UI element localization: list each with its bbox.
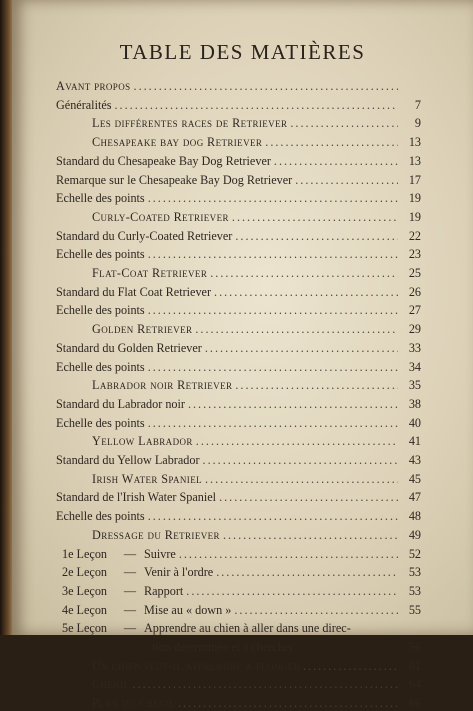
leader-dots	[234, 603, 398, 618]
toc-page-number: 29	[408, 322, 421, 337]
toc-entry	[56, 696, 421, 711]
toc-entry	[56, 247, 421, 262]
toc-page-number: 43	[408, 453, 421, 467]
toc-lesson-entry	[56, 547, 421, 562]
toc-entry	[56, 322, 421, 337]
leader-dots	[196, 434, 398, 449]
toc-entry	[56, 397, 421, 412]
toc-entry	[56, 677, 421, 692]
leader-dots	[134, 79, 398, 94]
leader-dots	[205, 472, 398, 487]
toc-entry	[56, 453, 421, 468]
lesson-title: Mise au « down »	[144, 602, 232, 617]
toc-entry-text: Echelle des points	[56, 247, 145, 262]
leader-dots	[148, 360, 398, 375]
lesson-dash: —	[123, 546, 137, 561]
toc-page-number: 55	[408, 602, 421, 617]
toc-entry	[56, 266, 421, 281]
toc-entry	[56, 79, 421, 94]
toc-entry	[56, 659, 421, 674]
lesson-number: 2e Leçon	[62, 565, 108, 580]
toc-entry-text: Dressage du Retriever	[92, 527, 220, 542]
toc-entry-text: Golden Retriever	[92, 322, 193, 337]
toc-lesson-entry	[56, 584, 421, 599]
toc-page-number: 26	[408, 284, 421, 299]
leader-dots	[214, 285, 398, 300]
leader-dots	[178, 696, 398, 711]
toc-page-number: 27	[408, 303, 421, 318]
toc-page-number: 35	[408, 378, 421, 393]
leader-dots	[219, 490, 398, 505]
toc-page-number: 7	[414, 97, 421, 112]
toc-entry-text: Plan du chenil	[92, 696, 175, 711]
lesson-title: Rapport	[144, 583, 184, 598]
leader-dots	[265, 135, 398, 150]
toc-page-number: 53	[408, 583, 421, 598]
lesson-number: 5e Leçon	[62, 621, 108, 636]
toc-entry	[56, 472, 421, 487]
toc-entry	[56, 490, 421, 505]
toc-entry-text: Echelle des points	[56, 359, 145, 374]
toc-page-number: 38	[408, 396, 421, 411]
toc-entry	[56, 154, 421, 169]
toc-entry-text: Avant propos	[56, 79, 131, 93]
lesson-dash: —	[123, 565, 137, 580]
leader-dots	[303, 659, 398, 674]
toc-entry	[56, 341, 421, 356]
toc-page-number: 19	[408, 191, 421, 206]
toc-entry-text: Un chien peut-il apprendre à plonger	[92, 658, 300, 673]
leader-dots	[148, 247, 398, 262]
toc-entry-text: Remarque sur le Chesapeake Bay Dog Retriever	[56, 172, 293, 187]
toc-page-number: 52	[408, 546, 421, 561]
leader-dots	[216, 565, 398, 580]
toc-entry-text: Généralités	[56, 97, 112, 112]
toc-page-number: 66	[408, 696, 421, 711]
lesson-title: Venir à l'ordre	[144, 565, 214, 580]
toc-entry	[56, 303, 421, 318]
toc-page-number: 45	[408, 471, 421, 486]
toc-list	[12, 0, 473, 711]
lesson-title: Apprendre au chien à aller dans une direc-	[144, 621, 351, 636]
toc-page-number: 22	[408, 228, 421, 243]
leader-dots	[274, 154, 398, 169]
toc-entry-text: Chenil	[92, 677, 130, 692]
leader-dots	[148, 191, 398, 206]
toc-page-number: 9	[414, 116, 421, 131]
toc-entry	[56, 229, 421, 244]
page-title: TABLE DES MATIÈRES	[119, 40, 366, 64]
lesson-number: 1e Leçon	[62, 546, 108, 561]
lesson-dash: —	[123, 621, 137, 636]
leader-dots	[148, 416, 398, 431]
leader-dots	[210, 266, 398, 281]
lesson-number: 3e Leçon	[62, 583, 108, 598]
toc-page-number: 23	[408, 247, 421, 262]
toc-page-number: 47	[408, 490, 421, 505]
leader-dots	[148, 303, 398, 318]
leader-dots	[295, 173, 398, 188]
toc-entry-text: Echelle des points	[56, 191, 145, 206]
toc-entry-text: Standard du Yellow Labrador	[56, 453, 200, 467]
leader-dots	[179, 547, 398, 562]
toc-entry	[56, 191, 421, 206]
toc-entry-text: Standard du Golden Retriever	[56, 340, 202, 355]
toc-entry	[56, 116, 421, 131]
toc-entry-text: tion déterminée et à chercher	[152, 640, 294, 654]
book-page	[12, 0, 473, 711]
toc-entry-text: Labrador noir Retriever	[92, 378, 233, 393]
leader-dots	[148, 509, 398, 524]
toc-page-number: 49	[408, 527, 421, 542]
toc-page-number: 19	[408, 209, 421, 224]
toc-entry	[56, 528, 421, 543]
toc-page-number: 64	[408, 677, 421, 692]
toc-page-number: 56	[408, 640, 421, 654]
toc-entry	[56, 509, 421, 524]
toc-entry-text: Irish Water Spaniel	[92, 471, 202, 486]
toc-entry-text: Echelle des points	[56, 415, 145, 430]
toc-page-number: 41	[408, 434, 421, 449]
leader-dots	[290, 116, 398, 131]
toc-entry	[56, 285, 421, 300]
leader-dots	[235, 229, 398, 244]
toc-entry	[56, 135, 421, 150]
toc-entry-text: Echelle des points	[56, 509, 145, 524]
toc-entry-text: Echelle des points	[56, 303, 145, 318]
toc-entry-text: Standard du Labrador noir	[56, 396, 185, 411]
leader-dots	[232, 210, 398, 225]
lesson-number: 4e Leçon	[62, 602, 108, 617]
toc-page-number: 40	[408, 415, 421, 430]
leader-dots	[195, 322, 398, 337]
leader-dots	[188, 397, 398, 412]
toc-entry-text: Chesapeake bay dog Retriever	[92, 135, 263, 150]
toc-entry-text: Standard du Chesapeake Bay Dog Retriever	[56, 153, 271, 168]
toc-page-number: 13	[408, 153, 421, 168]
toc-page-number: 25	[408, 266, 421, 280]
toc-page-number: 17	[408, 172, 421, 187]
toc-entry-text: Standard du Curly-Coated Retriever	[56, 228, 233, 243]
toc-page-number: 13	[408, 135, 421, 150]
leader-dots	[115, 98, 399, 113]
leader-dots	[235, 378, 398, 393]
toc-entry	[56, 210, 421, 225]
toc-entry	[56, 98, 421, 113]
lesson-dash: —	[123, 602, 137, 617]
lesson-title: Suivre	[144, 546, 176, 561]
toc-lesson-entry	[56, 565, 421, 580]
toc-lesson-continuation	[56, 640, 421, 655]
toc-page-number: 33	[408, 340, 421, 355]
toc-entry	[56, 378, 421, 393]
leader-dots	[223, 528, 398, 543]
toc-page-number: 61	[408, 658, 421, 673]
toc-entry	[56, 173, 421, 188]
leader-dots	[205, 341, 398, 356]
toc-entry	[56, 360, 421, 375]
toc-page-number: 34	[408, 359, 421, 374]
toc-lesson-entry	[56, 603, 421, 618]
leader-dots	[186, 584, 398, 599]
toc-entry-text: Les différentes races de Retriever	[92, 116, 288, 131]
toc-entry-text: Curly-Coated Retriever	[92, 209, 229, 224]
toc-entry-text: Standard de l'Irish Water Spaniel	[56, 490, 217, 505]
toc-entry-text: Yellow Labrador	[92, 434, 193, 449]
toc-page-number: 53	[408, 565, 421, 580]
toc-entry	[56, 416, 421, 431]
toc-entry-text: Flat-Coat Retriever	[92, 266, 208, 280]
lesson-dash: —	[123, 583, 137, 598]
leader-dots	[203, 453, 398, 468]
toc-entry-text: Standard du Flat Coat Retriever	[56, 284, 212, 299]
toc-entry	[56, 434, 421, 449]
toc-lesson-entry	[56, 621, 421, 636]
leader-dots	[133, 677, 398, 692]
toc-page-number: 48	[408, 509, 421, 524]
